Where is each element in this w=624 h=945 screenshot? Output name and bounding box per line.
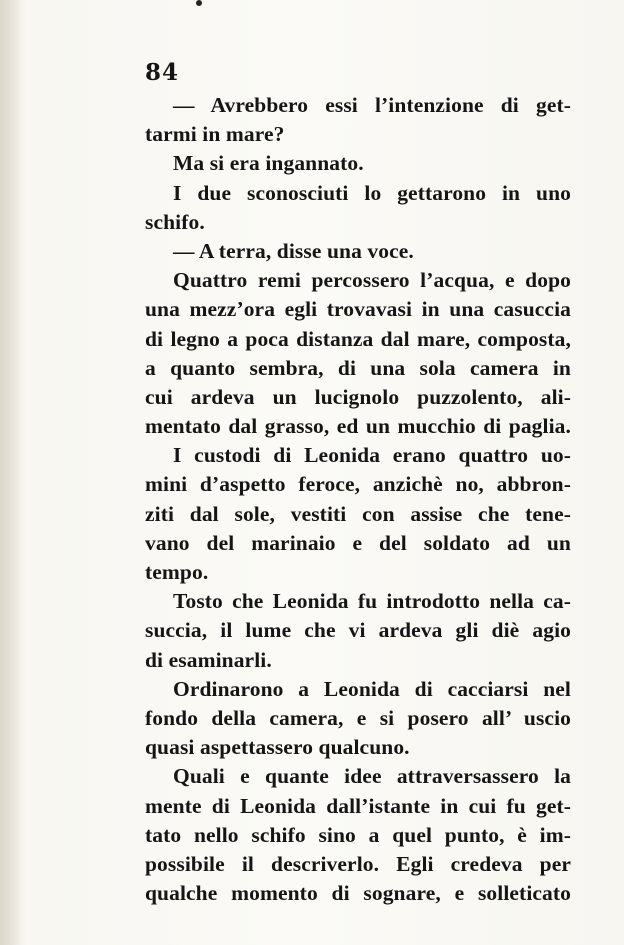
text-line: qualche momento di sognare, e solleticato	[145, 881, 571, 906]
text-line: — A terra, disse una voce.	[173, 238, 414, 263]
text-line: Quattro remi percossero l’acqua, e dopo	[173, 268, 571, 293]
page-left-edge	[0, 0, 22, 945]
text-line: fondo della camera, e si posero all’ uscio	[145, 705, 571, 730]
text-line: mentato dal grasso, ed un mucchio di paglia.	[145, 414, 571, 439]
text-line: quasi aspettassero qualcuno.	[145, 735, 410, 760]
text-line: cui ardeva un lucignolo puzzolento, ali-	[145, 384, 571, 409]
page-text	[145, 91, 571, 908]
text-line: mente di Leonida dall’istante in cui fu get-	[145, 793, 571, 818]
text-line: di legno a poca distanza dal mare, composta,	[145, 326, 571, 351]
text-line: vano del marinaio e del soldato ad un	[145, 530, 571, 555]
text-line: a quanto sembra, di una sola camera in	[145, 355, 571, 380]
text-line: mini d’aspetto feroce, anzichè no, abbron-	[145, 472, 571, 497]
text-line: I custodi di Leonida erano quattro uo-	[173, 443, 571, 468]
ink-speck	[196, 0, 202, 6]
text-line: Ma si era ingannato.	[173, 151, 364, 176]
text-line: Ordinarono a Leonida di cacciarsi nel	[173, 676, 571, 701]
text-line: Tosto che Leonida fu introdotto nella ca-	[173, 589, 571, 614]
text-line: possibile il descriverlo. Egli credeva per	[145, 851, 571, 876]
text-line: — Avrebbero essi l’intenzione di get-	[173, 93, 571, 117]
text-line: I due sconosciuti lo gettarono in uno	[173, 180, 571, 205]
text-line: succia, il lume che vi ardeva gli diè agio	[145, 618, 571, 643]
text-line: di esaminarli.	[145, 647, 272, 672]
text-line: tempo.	[145, 560, 209, 584]
page-number: 84	[145, 59, 180, 86]
text-line: tato nello schifo sino a quel punto, è im-	[145, 822, 571, 847]
text-line: una mezz’ora egli trovavasi in una casuccia	[145, 297, 571, 322]
text-line: schifo.	[145, 209, 205, 234]
text-line: ziti dal sole, vestiti con assise che tene-	[145, 501, 571, 526]
text-line: tarmi in mare?	[145, 122, 285, 147]
text-line: Quali e quante idee attraversassero la	[173, 764, 571, 789]
